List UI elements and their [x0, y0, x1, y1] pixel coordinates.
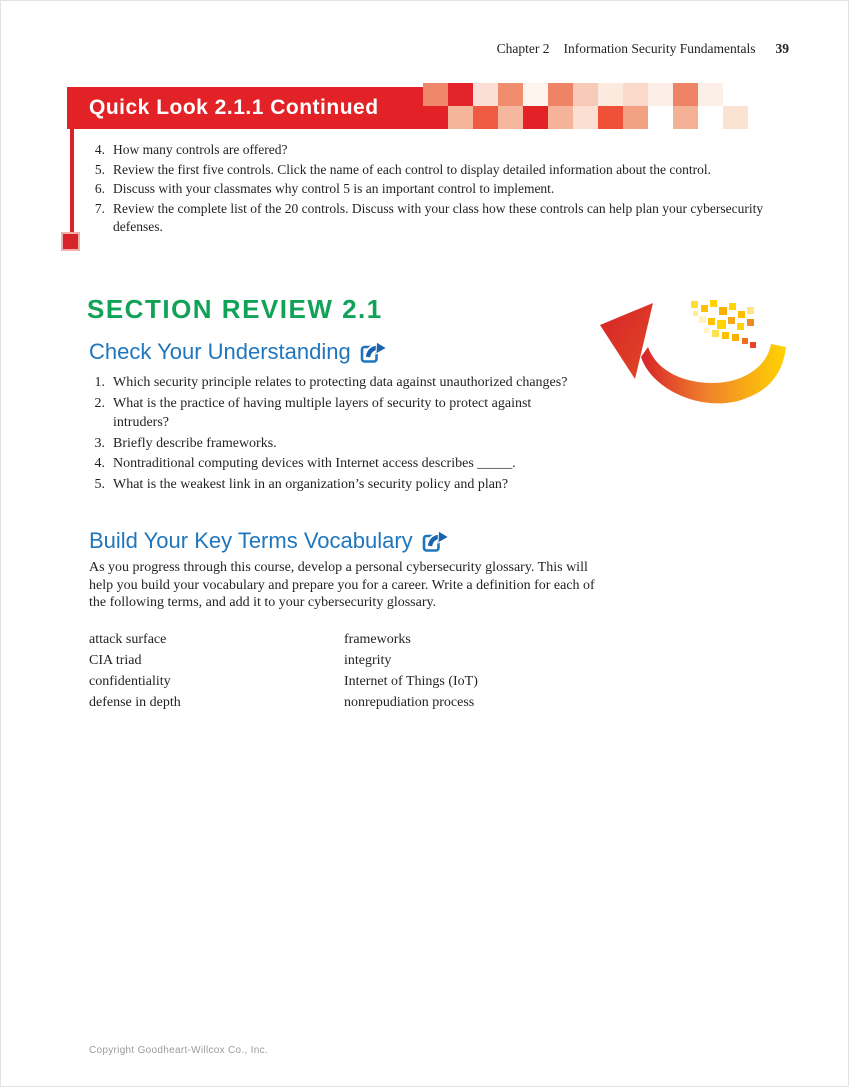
mosaic-square: [523, 83, 548, 106]
vocabulary-intro: As you progress through this course, develop a personal cybersecurity glossary. This will help you build your vocabulary and prepare you for a career. Write a definition for each of the following terms, and add it to your cybersecurity glossary.: [89, 560, 595, 610]
item-text: What is the weakest link in an organization’s security policy and plan?: [113, 476, 509, 492]
mosaic-square: [473, 106, 498, 129]
quick-look-list: [89, 141, 789, 238]
item-number: 3.: [94, 435, 105, 451]
key-term: Internet of Things (IoT): [344, 674, 478, 689]
heading-text: Check Your Understanding: [89, 339, 351, 364]
swoosh-arrowhead: [600, 303, 653, 379]
item-number: 6.: [94, 181, 105, 196]
mosaic-square: [723, 83, 748, 106]
banner-mosaic: [423, 83, 748, 129]
running-header: [497, 41, 789, 57]
list-item: [89, 475, 579, 495]
mosaic-square: [623, 106, 648, 129]
terms-column-2: [344, 629, 599, 713]
item-number: 2.: [94, 395, 105, 411]
heading-text: Build Your Key Terms Vocabulary: [89, 528, 413, 553]
item-number: 5.: [94, 161, 105, 177]
key-term: nonrepudiation process: [344, 695, 475, 710]
external-link-icon[interactable]: [422, 529, 449, 553]
list-item: [89, 141, 789, 160]
item-text: Briefly describe frameworks.: [113, 435, 277, 451]
item-text: Discuss with your classmates why control 5 is an important control to implement.: [113, 181, 555, 196]
item-number: 4.: [94, 456, 105, 471]
mosaic-square: [598, 106, 623, 129]
chapter-title: Information Security Fundamentals: [563, 41, 756, 56]
mosaic-square: [573, 83, 598, 106]
mosaic-square: [423, 106, 448, 129]
check-understanding-list: [89, 373, 579, 495]
chapter-label: Chapter 2: [496, 41, 550, 56]
mosaic-square: [473, 83, 498, 106]
copyright-footer: Copyright Goodheart-Willcox Co., Inc.: [89, 1045, 268, 1056]
key-term: frameworks: [344, 632, 411, 647]
mosaic-square: [448, 83, 473, 106]
mosaic-square: [498, 83, 523, 106]
key-term: CIA triad: [89, 653, 142, 668]
mosaic-square: [648, 83, 673, 106]
pixelated-swoosh-arrow-graphic: [595, 295, 791, 415]
item-number: 4.: [94, 142, 105, 157]
mosaic-square: [673, 83, 698, 106]
item-text: Review the first five controls. Click the name of each control to display detailed information about the control.: [113, 161, 711, 177]
mosaic-row-bottom: [423, 106, 748, 129]
feature-connector-line: [70, 129, 74, 232]
item-text: How many controls are offered?: [113, 142, 288, 157]
mosaic-square: [548, 83, 573, 106]
pixel-squares: [691, 300, 756, 348]
key-term: attack surface: [89, 632, 167, 647]
swoosh-band: [641, 344, 786, 403]
key-term: defense in depth: [89, 695, 181, 710]
mosaic-square: [598, 83, 623, 106]
quick-look-title: Quick Look 2.1.1 Continued: [89, 96, 379, 119]
item-text: Review the complete list of the 20 controls. Discuss with your class how these controls can help plan your cybersecurity defenses.: [113, 200, 764, 234]
mosaic-square: [698, 106, 723, 129]
list-item: [89, 373, 579, 393]
external-link-icon[interactable]: [360, 340, 387, 364]
list-item: [89, 454, 579, 474]
list-item: [89, 394, 579, 433]
list-item: [89, 434, 579, 454]
section-review-title: SECTION REVIEW 2.1: [87, 294, 383, 324]
mosaic-square: [523, 106, 548, 129]
page-number: 39: [775, 41, 789, 56]
key-terms-heading: [89, 528, 449, 554]
item-text: What is the practice of having multiple layers of security to protect against intruders?: [113, 395, 532, 430]
key-term: confidentiality: [89, 674, 171, 689]
mosaic-square: [423, 83, 448, 106]
item-number: 5.: [94, 476, 105, 492]
list-item: [89, 180, 789, 199]
quick-look-banner: [67, 87, 431, 129]
mosaic-square: [648, 106, 673, 129]
item-number: 1.: [94, 375, 105, 390]
mosaic-square: [573, 106, 598, 129]
mosaic-row-top: [423, 83, 748, 106]
mosaic-square: [673, 106, 698, 129]
item-number: 7.: [94, 200, 105, 216]
list-item: [89, 200, 789, 237]
mosaic-square: [448, 106, 473, 129]
mosaic-square: [548, 106, 573, 129]
mosaic-square: [498, 106, 523, 129]
feature-end-marker: [61, 232, 80, 251]
mosaic-square: [698, 83, 723, 106]
mosaic-square: [623, 83, 648, 106]
key-term: integrity: [344, 653, 392, 668]
mosaic-square: [723, 106, 748, 129]
check-understanding-heading: [89, 339, 387, 365]
terms-column-1: [89, 629, 344, 713]
list-item: [89, 161, 789, 180]
key-terms-list: [89, 629, 599, 713]
item-text: Nontraditional computing devices with Internet access describes _____.: [113, 456, 516, 471]
item-text: Which security principle relates to protecting data against unauthorized changes?: [113, 375, 568, 390]
